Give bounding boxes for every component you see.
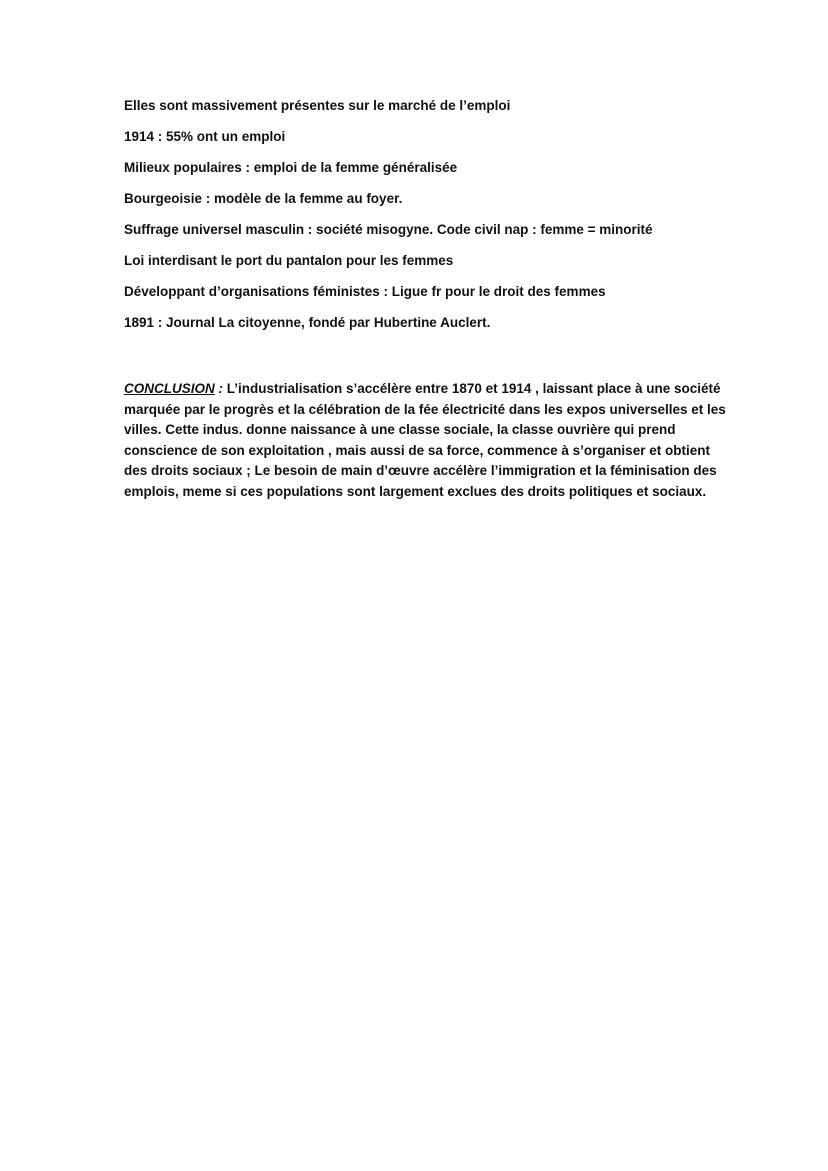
note-line: 1914 : 55% ont un emploi [124, 129, 286, 144]
note-line: Loi interdisant le port du pantalon pour les femmes [124, 253, 454, 268]
conclusion-separator: : [214, 381, 227, 396]
conclusion-label: CONCLUSION [124, 381, 215, 396]
conclusion-paragraph [124, 379, 728, 502]
note-line: Développant d’organisations féministes : Ligue fr pour le droit des femmes [124, 284, 606, 299]
note-line: Bourgeoisie : modèle de la femme au foyer. [124, 191, 403, 206]
note-line: Suffrage universel masculin : société misogyne. Code civil nap : femme = minorité [124, 222, 653, 237]
note-line: Milieux populaires : emploi de la femme généralisée [124, 160, 458, 175]
notes-list [124, 97, 734, 345]
note-line: Elles sont massivement présentes sur le marché de l’emploi [124, 98, 511, 113]
conclusion-text: L’industrialisation s’accélère entre 1870 et 1914 , laissant place à une société marquée par le progrès et la célébration de la fée électricité dans les expos universelles et les villes. Cette indus. donne naissance à une classe sociale, la classe ouvrière qui prend conscience de son exploitation , mais aussi de sa force, commence à s’organiser et obtient des droits sociaux ; Le besoin de main d’œuvre accélère l’immigration et la féminisation des emplois, meme si ces populations sont largement exclues des droits politiques et sociaux. [124, 381, 726, 499]
note-line: 1891 : Journal La citoyenne, fondé par Hubertine Auclert. [124, 315, 491, 330]
